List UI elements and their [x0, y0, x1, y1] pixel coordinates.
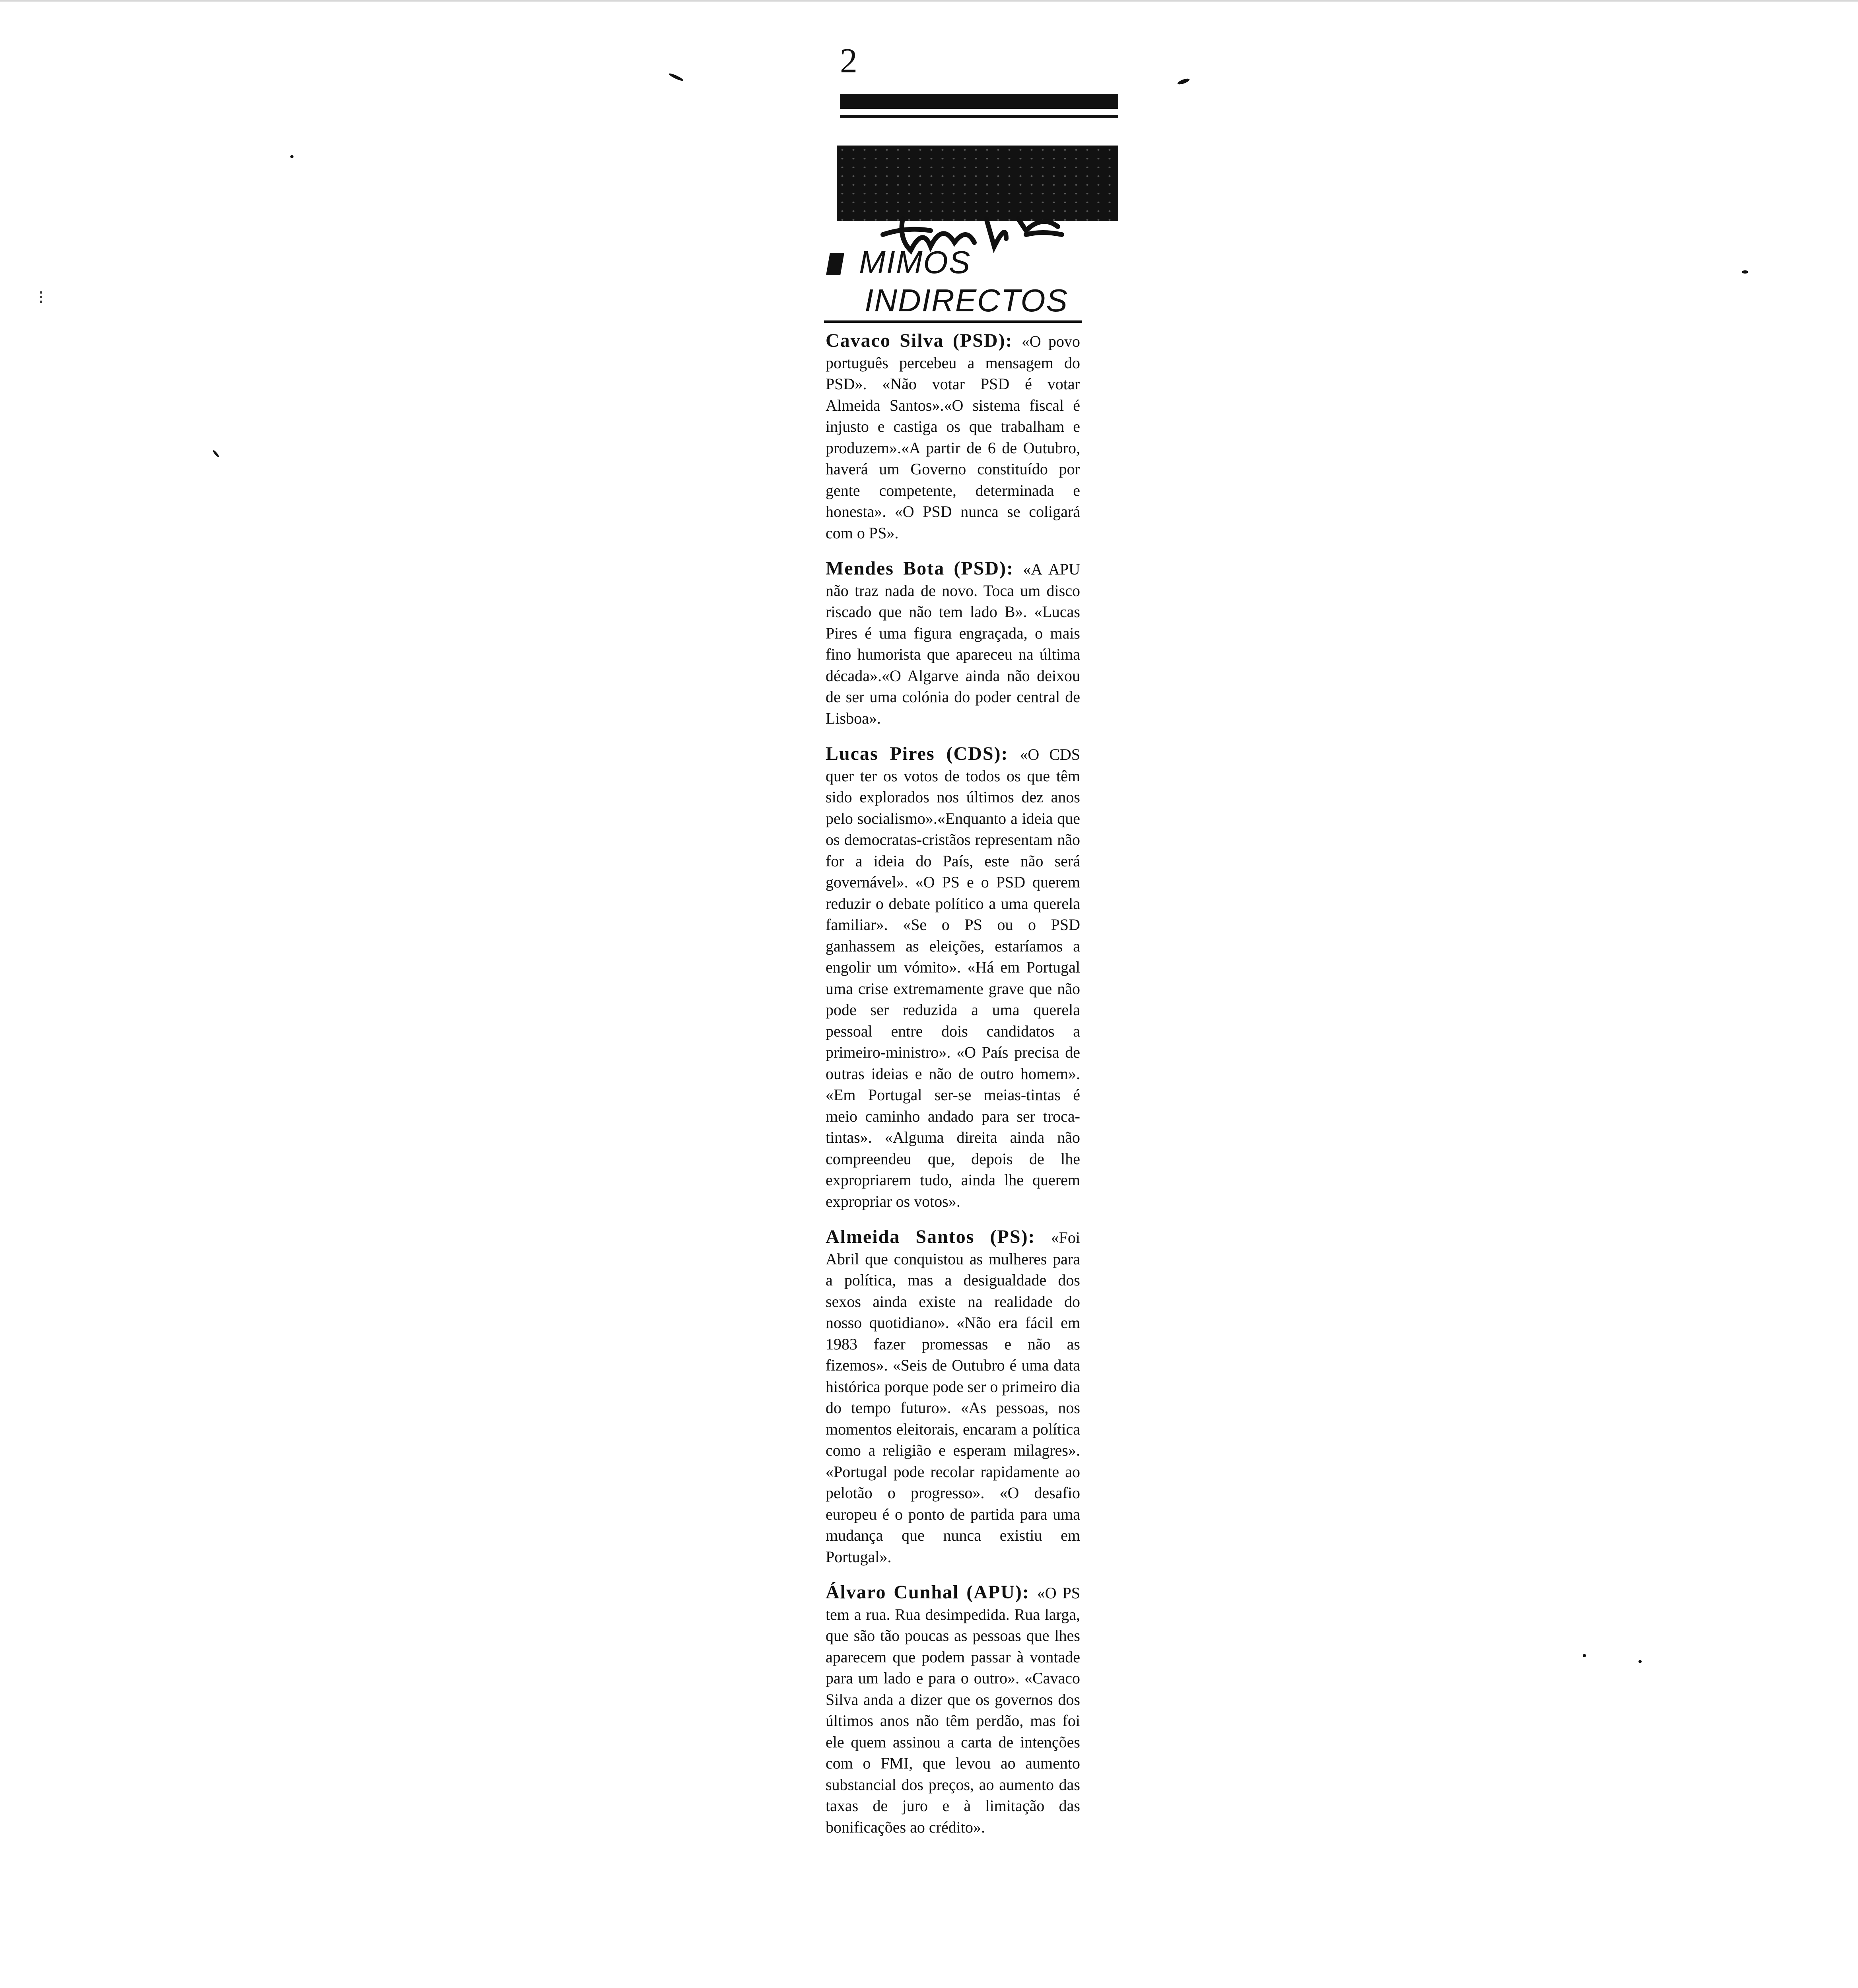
quote-text: «A APU não traz nada de novo. Toca um disco riscado que não tem lado B». «Lucas Pires é uma figura engraçada, o mais fino humorista que apareceu na última década».«O Algarve ainda não deixou de ser uma colónia do poder central de Lisboa».: [826, 560, 1080, 727]
speaker-name: Lucas Pires (CDS):: [826, 743, 1020, 764]
scan-speck: [1742, 270, 1748, 274]
speaker-name: Cavaco Silva (PSD):: [826, 330, 1022, 351]
scan-top-edge: [0, 0, 1858, 2]
quote-entry: [826, 330, 1080, 544]
speaker-name: Almeida Santos (PS):: [826, 1226, 1051, 1247]
section-title-line2: INDIRECTOS: [865, 283, 1068, 318]
header-rule-heavy: [840, 94, 1118, 109]
section-title: [859, 243, 1068, 320]
speaker-name: Álvaro Cunhal (APU):: [826, 1582, 1037, 1603]
section-title-line1: MIMOS: [859, 245, 971, 280]
scan-speck: [290, 155, 293, 158]
speaker-name: Mendes Bota (PSD):: [826, 558, 1023, 579]
quote-entry: [826, 743, 1080, 1212]
quote-entry: [826, 1582, 1080, 1838]
margin-mark-icon: ⁝: [38, 286, 45, 309]
section-title-rule: [824, 320, 1082, 323]
quote-text: «Foi Abril que conquistou as mulheres para a política, mas a desigualdade dos sexos ainda existe na realidade do nosso quotidiano». «Não era fácil em 1983 fazer promessas e não as fizemos». «Seis de Outubro é uma data histórica porque pode ser o primeiro dia do tempo futuro». «As pessoas, nos momentos eleitorais, encaram a política como a religião e esperam milagres». «Portugal pode recolar rapidamente ao pelotão o progresso». «O desafio europeu é o ponto de partida para uma mudança que nunca existiu em Portugal».: [826, 1229, 1080, 1566]
quote-entry: [826, 1226, 1080, 1567]
quote-text: «O PS tem a rua. Rua desimpedida. Rua larga, que são tão poucas as pessoas que lhes aparecem que podem passar à vontade para um lado e para o outro». «Cavaco Silva anda a dizer que os governos dos últimos anos não têm perdão, mas foi ele quem assinou a carta de intenções com o FMI, que levou ao aumento substancial dos preços, ao aumento das taxas de juro e à limitação das bonificações ao crédito».: [826, 1584, 1080, 1836]
page-number: 2: [840, 42, 857, 80]
quote-text: «O povo português percebeu a mensagem do PSD». «Não votar PSD é votar Almeida Santos».«O sistema fiscal é injusto e castiga os que trabalham e produzem».«A partir de 6 de Outubro, haverá um Governo constituído por gente competente, determinada e honesta». «O PSD nunca se coligará com o PS».: [826, 332, 1080, 542]
scan-speck: [1177, 78, 1190, 85]
scan-speck: [668, 72, 684, 82]
scan-speck: [1638, 1660, 1642, 1663]
header-rule-thin: [840, 115, 1118, 118]
section-bullet-icon: [826, 253, 844, 275]
quote-text: «O CDS quer ter os votos de todos os que têm sido explorados nos últimos dez anos pelo socialismo».«Enquanto a ideia que os democratas-cristãos representam não for a ideia do País, este não será governável». «O PS e o PSD querem reduzir o debate político a uma querela familiar». «Se o PS ou o PSD ganhassem as eleições, estaríamos a engolir um vómito». «Há em Portugal uma crise extremamente grave que não pode ser reduzida a uma querela pessoal entre dois candidatos a primeiro-ministro». «O País precisa de outras ideias e não de outro homem». «Em Portugal ser-se meias-tintas é meio caminho andado para ser troca-tintas». «Alguma direita ainda não compreendeu que, depois de lhe expropriarem tudo, ainda lhe querem expropriar os votos».: [826, 746, 1081, 1210]
scan-speck: [1583, 1654, 1586, 1657]
quotes-column: [826, 330, 1080, 1852]
scan-speck: [212, 450, 220, 458]
quote-entry: [826, 558, 1080, 729]
